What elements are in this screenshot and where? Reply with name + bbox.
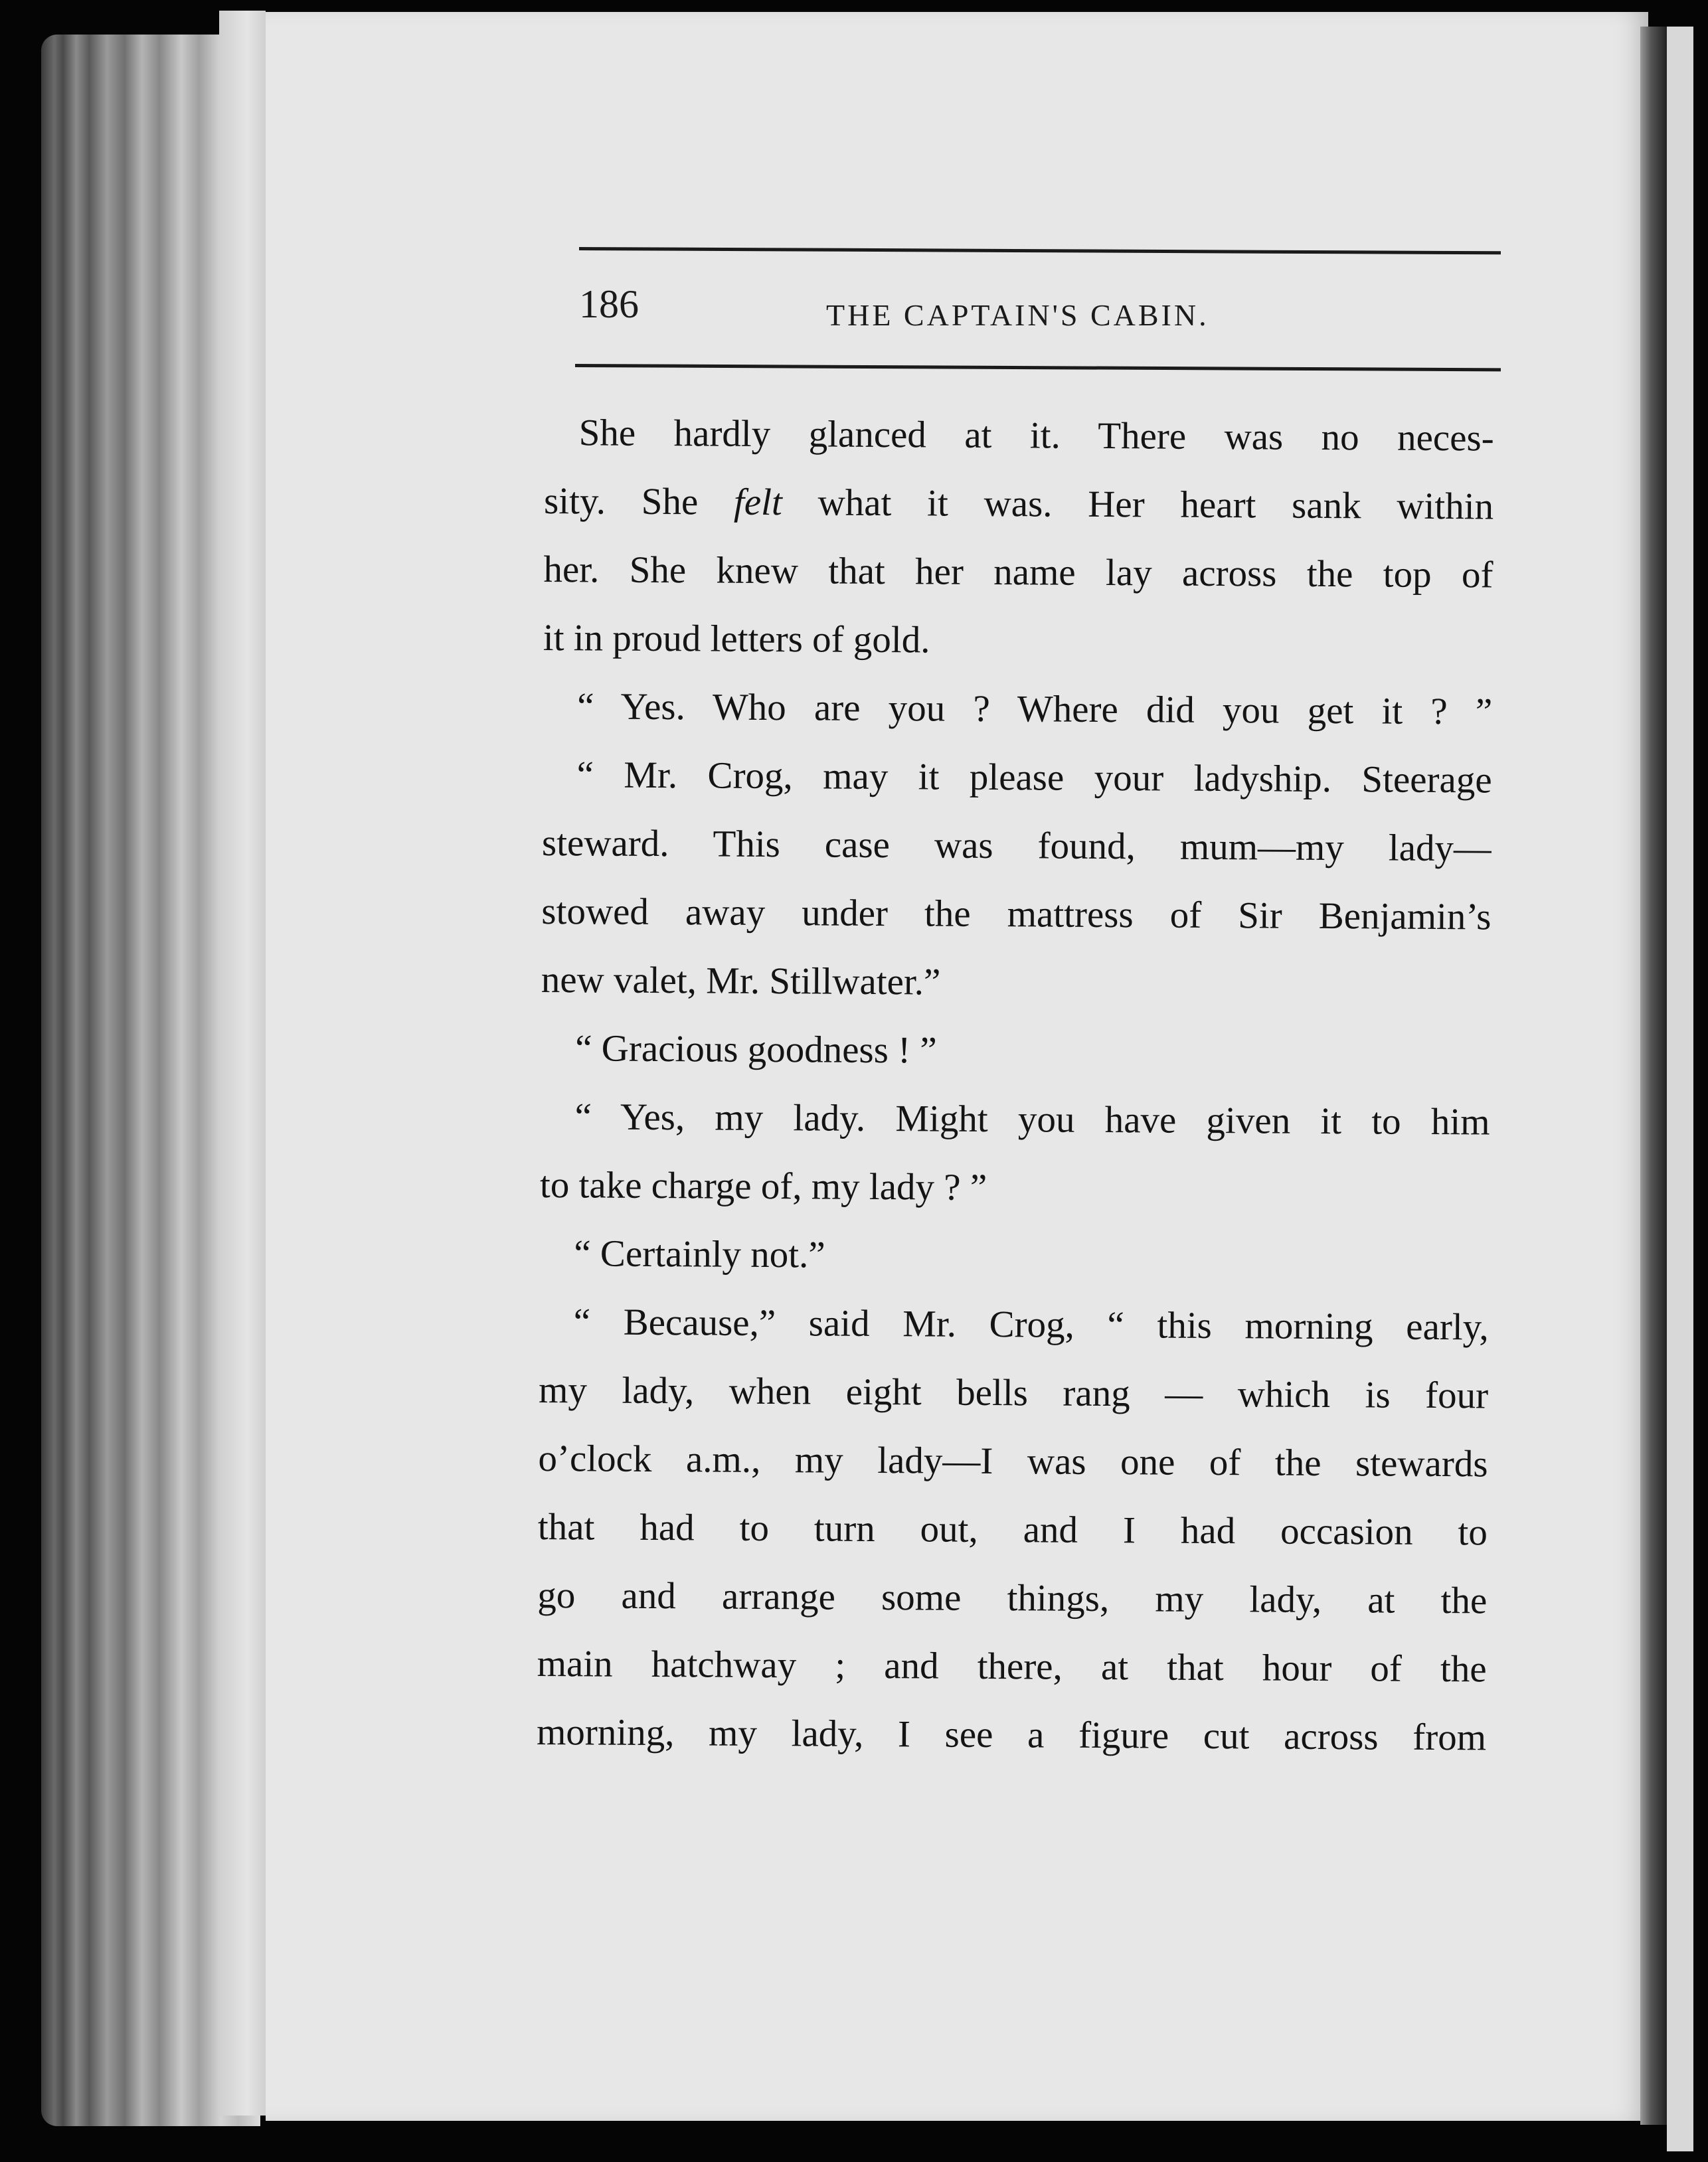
text-line: “ Certainly not.” [574,1232,825,1276]
facing-page-edge [1667,27,1693,2151]
text-line: new valet, Mr. Stillwater.” [541,958,941,1003]
text-line: it in proud letters of gold. [543,616,930,661]
text-line: sity. She felt what it was. Her heart sank within [543,479,1494,528]
text-line: main hatchway ; and there, at that hour of the [537,1642,1487,1691]
text-line: to take charge of, my lady ? ” [539,1163,987,1208]
text-line: “ Mr. Crog, may it please your ladyship. Steerage [576,754,1492,801]
emphasis: felt [733,481,783,524]
text-line: “ Yes, my lady. Might you have given it to him [574,1096,1490,1143]
text-line: my lady, when eight bells rang — which is four [538,1369,1489,1417]
text-line: She hardly glanced at it. There was no neces- [578,412,1494,459]
page-number: 186 [579,282,639,326]
text-line: o’clock a.m., my lady—I was one of the stewards [538,1437,1488,1485]
text-line: stowed away under the mattress of Sir Benjamin’s [541,890,1492,938]
body-text [537,398,1494,1772]
running-title: THE CAPTAIN'S CABIN. [826,298,1209,332]
text-line: morning, my lady, I see a figure cut across from [536,1710,1487,1759]
text-line: that had to turn out, and I had occasion to [537,1505,1488,1554]
text-line: go and arrange some things, my lady, at the [537,1574,1488,1622]
text-line: “ Gracious goodness ! ” [575,1027,937,1072]
text-line: “ Yes. Who are you ? Where did you get it ? ” [577,685,1493,733]
page-edges-inner [219,11,266,2116]
text-line: her. She knew that her name lay across the top of [543,548,1494,596]
text-line: steward. This case was found, mum—my lady— [541,821,1492,870]
text-line: “ Because,” said Mr. Crog, “ this morning early, [573,1301,1489,1349]
book-gutter-right [1640,27,1667,2125]
